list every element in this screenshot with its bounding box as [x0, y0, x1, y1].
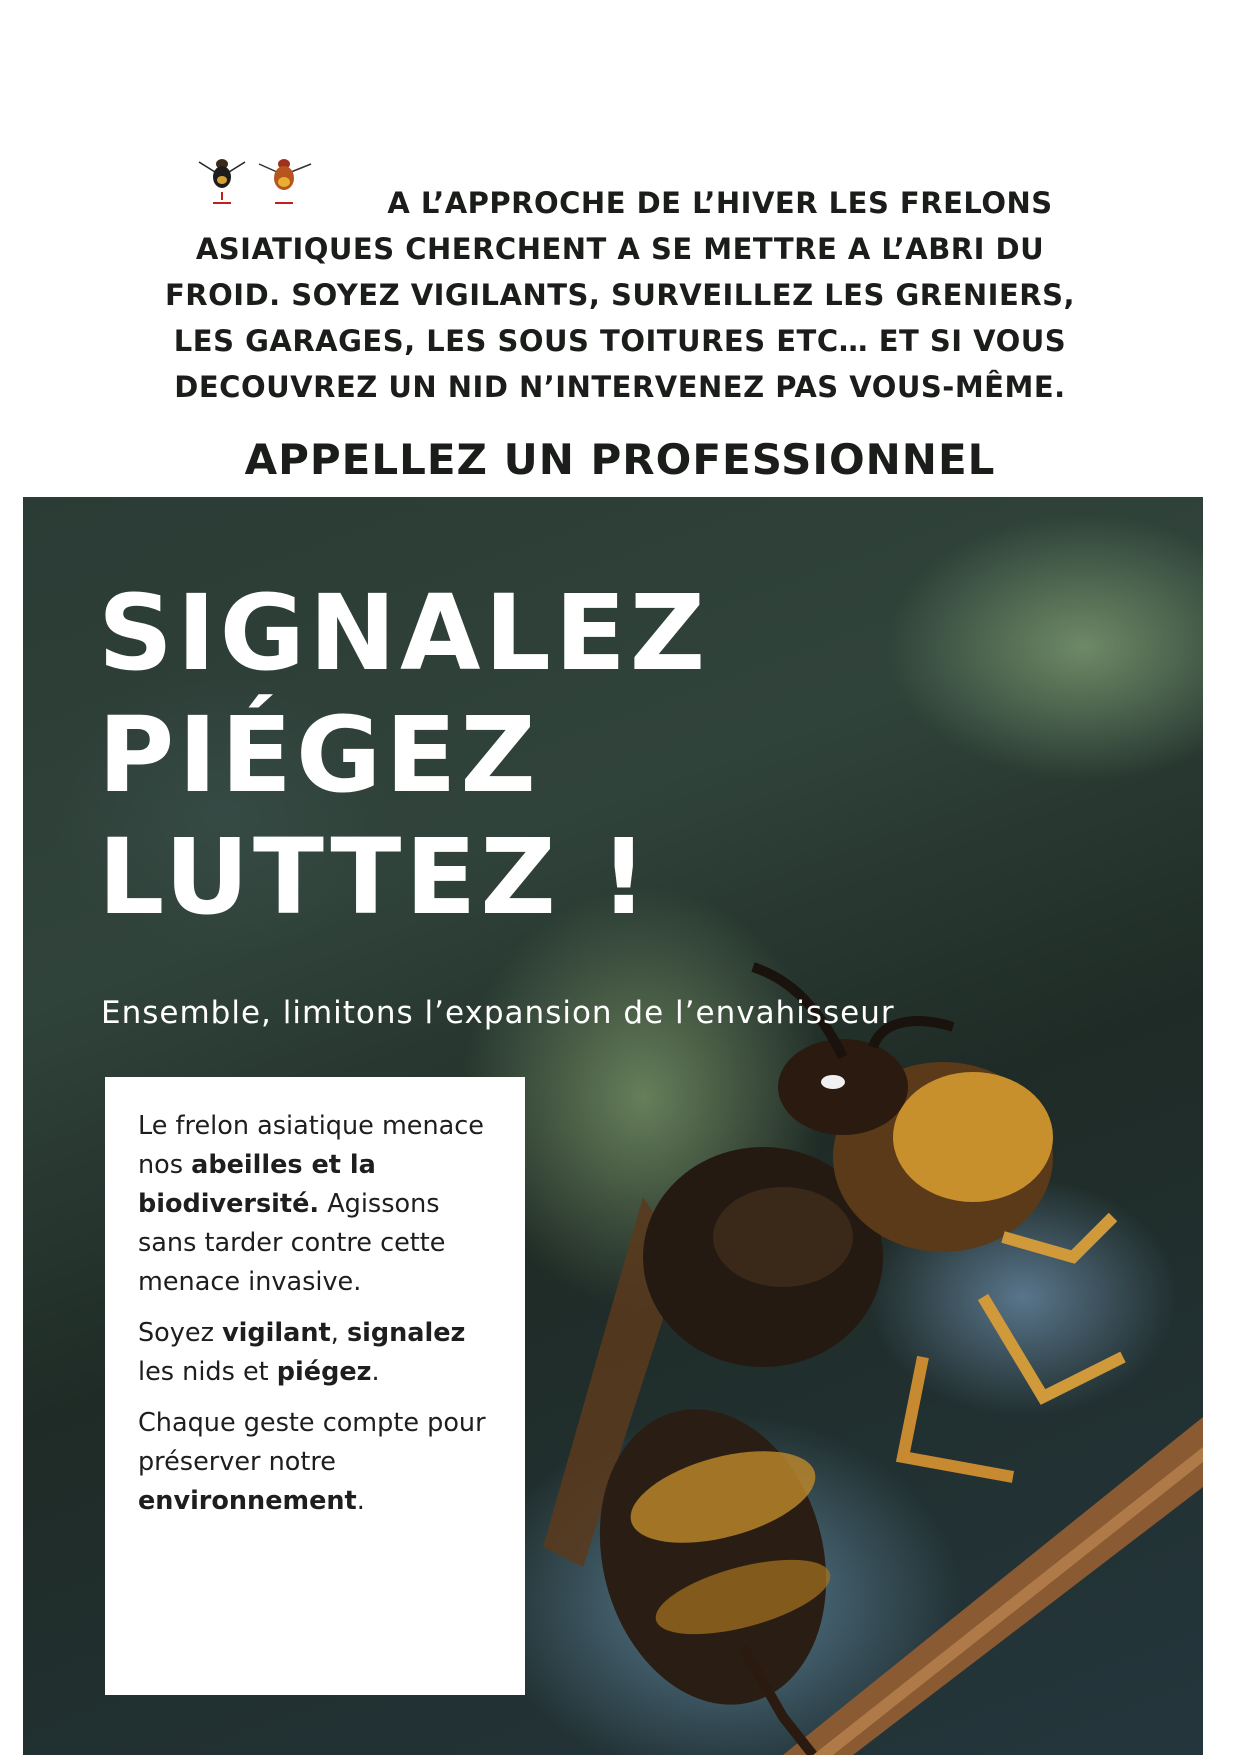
- warning-line: FROID. SOYEZ VIGILANTS, SURVEILLEZ LES GRENIERS,: [164, 278, 1076, 312]
- info-paragraph: [138, 1404, 497, 1521]
- headline-line: PIÉGEZ: [98, 694, 540, 816]
- poster-headline: [98, 572, 709, 938]
- text-run: les nids et: [138, 1357, 277, 1387]
- text-run: Soyez: [138, 1318, 223, 1348]
- poster-tagline: Ensemble, limitons l’expansion de l’envahisseur: [101, 995, 895, 1031]
- text-run-bold: abeilles et la biodiversité.: [138, 1150, 376, 1219]
- warning-line: DECOUVREZ UN NID N’INTERVENEZ PAS VOUS-MÊME.: [174, 370, 1066, 404]
- text-run-bold: environnement: [138, 1486, 357, 1516]
- text-run: ,: [330, 1318, 347, 1348]
- text-run: Le frelon asiatique menace nos: [138, 1111, 484, 1180]
- hornet-poster: [23, 497, 1203, 1755]
- info-box: [105, 1077, 525, 1695]
- text-run-bold: vigilant: [222, 1318, 331, 1348]
- text-run: .: [371, 1357, 380, 1387]
- text-run: Agissons sans tarder contre cette menace invasive.: [138, 1189, 446, 1297]
- warning-line: ASIATIQUES CHERCHENT A SE METTRE A L’ABRI DU: [195, 232, 1045, 266]
- text-run-bold: signalez: [346, 1318, 466, 1348]
- call-professional-heading: APPELLEZ UN PROFESSIONNEL: [244, 435, 996, 484]
- headline-line: LUTTEZ !: [98, 816, 652, 938]
- info-paragraph: [138, 1314, 497, 1392]
- text-run: .: [356, 1486, 365, 1516]
- info-paragraph: [138, 1107, 497, 1302]
- text-run-bold: piégez: [276, 1357, 372, 1387]
- text-run: Chaque geste compte pour préserver notre: [138, 1408, 486, 1477]
- winter-warning-text: [120, 180, 1120, 410]
- headline-line: SIGNALEZ: [98, 572, 710, 694]
- warning-line: A L’APPROCHE DE L’HIVER LES FRELONS: [387, 186, 1053, 220]
- warning-line: LES GARAGES, LES SOUS TOITURES ETC… ET SI VOUS: [173, 324, 1067, 358]
